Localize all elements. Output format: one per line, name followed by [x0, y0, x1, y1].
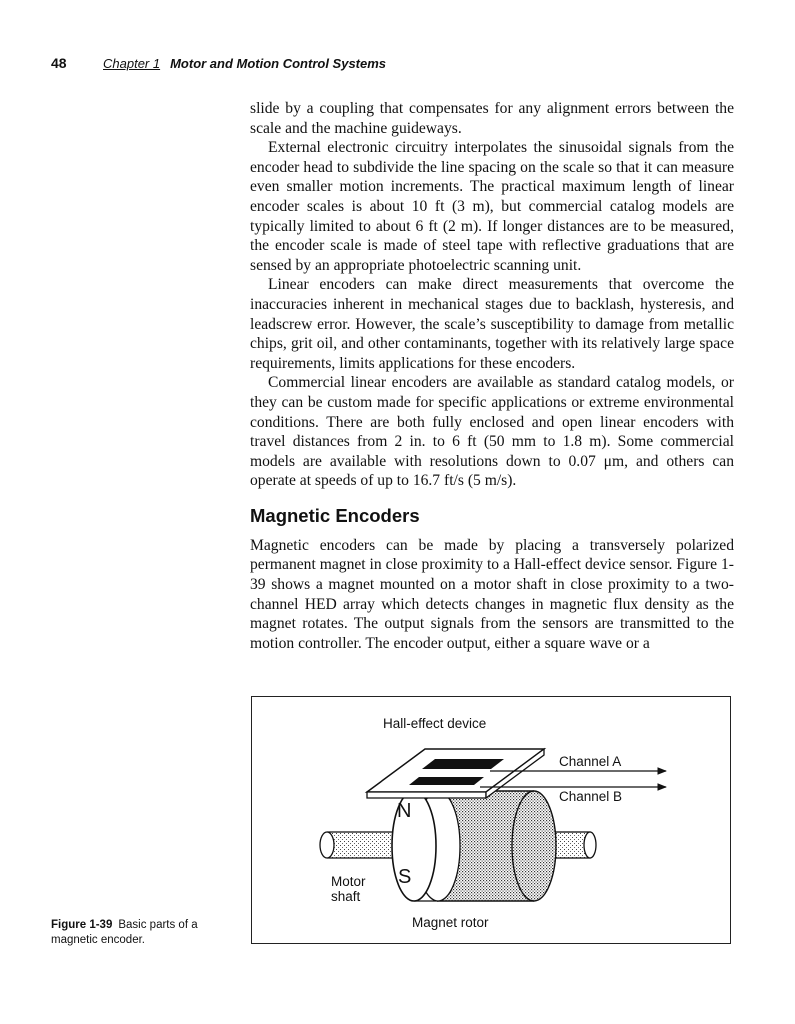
section-heading: Magnetic Encoders — [250, 504, 420, 526]
hall-effect-label: Hall-effect device — [383, 716, 487, 731]
paragraph-2: External electronic circuitry interpolates the sinusoidal signals from the encoder head to subdivide the line spacing on the scale so that it can measure even smaller motion increments. The practical maximum length of linear encoder scales is about 10 ft (3 m), but commercial catalog models are typically limited to about 6 ft (2 m). If longer distances are to be measured, the encoder scale is made of steel tape with reflective graduations that are sensed by an appropriate photoelectric scanning unit. — [250, 139, 734, 274]
chapter-label: Chapter 1 — [103, 56, 161, 71]
channel-b-label: Channel B — [559, 789, 623, 804]
paragraph-1: slide by a coupling that compensates for any alignment errors between the scale and the machine guideways. — [250, 100, 734, 137]
chapter-title: Motor and Motion Control Systems — [170, 56, 387, 71]
magnetic-encoder-diagram — [252, 697, 732, 945]
caption-text: Basic parts of a magnetic encoder. — [51, 919, 198, 946]
paragraph-3: Linear encoders can make direct measurements that overcome the inaccuracies inherent in mechanical stages due to backlash, hysteresis, and leadscrew error. However, the scale’s susceptibility to damage from metallic chips, grit oil, and other contaminants, together with its relatively large space requirements, limits applications for these encoders. — [250, 276, 734, 372]
south-pole-label: S — [398, 866, 412, 888]
motor-label: Motor — [331, 874, 366, 889]
figure-1-39 — [251, 696, 731, 944]
figure-caption — [51, 918, 231, 948]
channel-a-label: Channel A — [559, 754, 622, 769]
running-header — [51, 55, 386, 71]
page-number: 48 — [51, 55, 67, 71]
caption-number: Figure 1-39 — [51, 919, 113, 931]
shaft-label: shaft — [331, 889, 361, 904]
magnet-rotor-label: Magnet rotor — [412, 915, 489, 930]
body-text — [250, 99, 734, 653]
paragraph-5: Magnetic encoders can be made by placing a transversely polarized permanent magnet in close proximity to a Hall-effect device sensor. Figure 1-39 shows a magnet mounted on a motor shaft in close proximity to a two-channel HED array which detects changes in magnetic flux density as the magnet rotates. The output signals from the sensors are transmitted to the motion controller. The encoder output, either a square wave or a — [250, 536, 734, 652]
north-pole-label: N — [397, 800, 412, 822]
paragraph-4: Commercial linear encoders are available as standard catalog models, or they can be custom made for specific applications or extreme environmental conditions. There are both fully enclosed and open linear encoders with travel distances from 2 in. to 6 ft (50 mm to 1.8 m). Some commercial models are available with resolutions down to 0.07 μm, and others can operate at speeds of up to 16.7 ft/s (5 m/s). — [250, 374, 734, 490]
